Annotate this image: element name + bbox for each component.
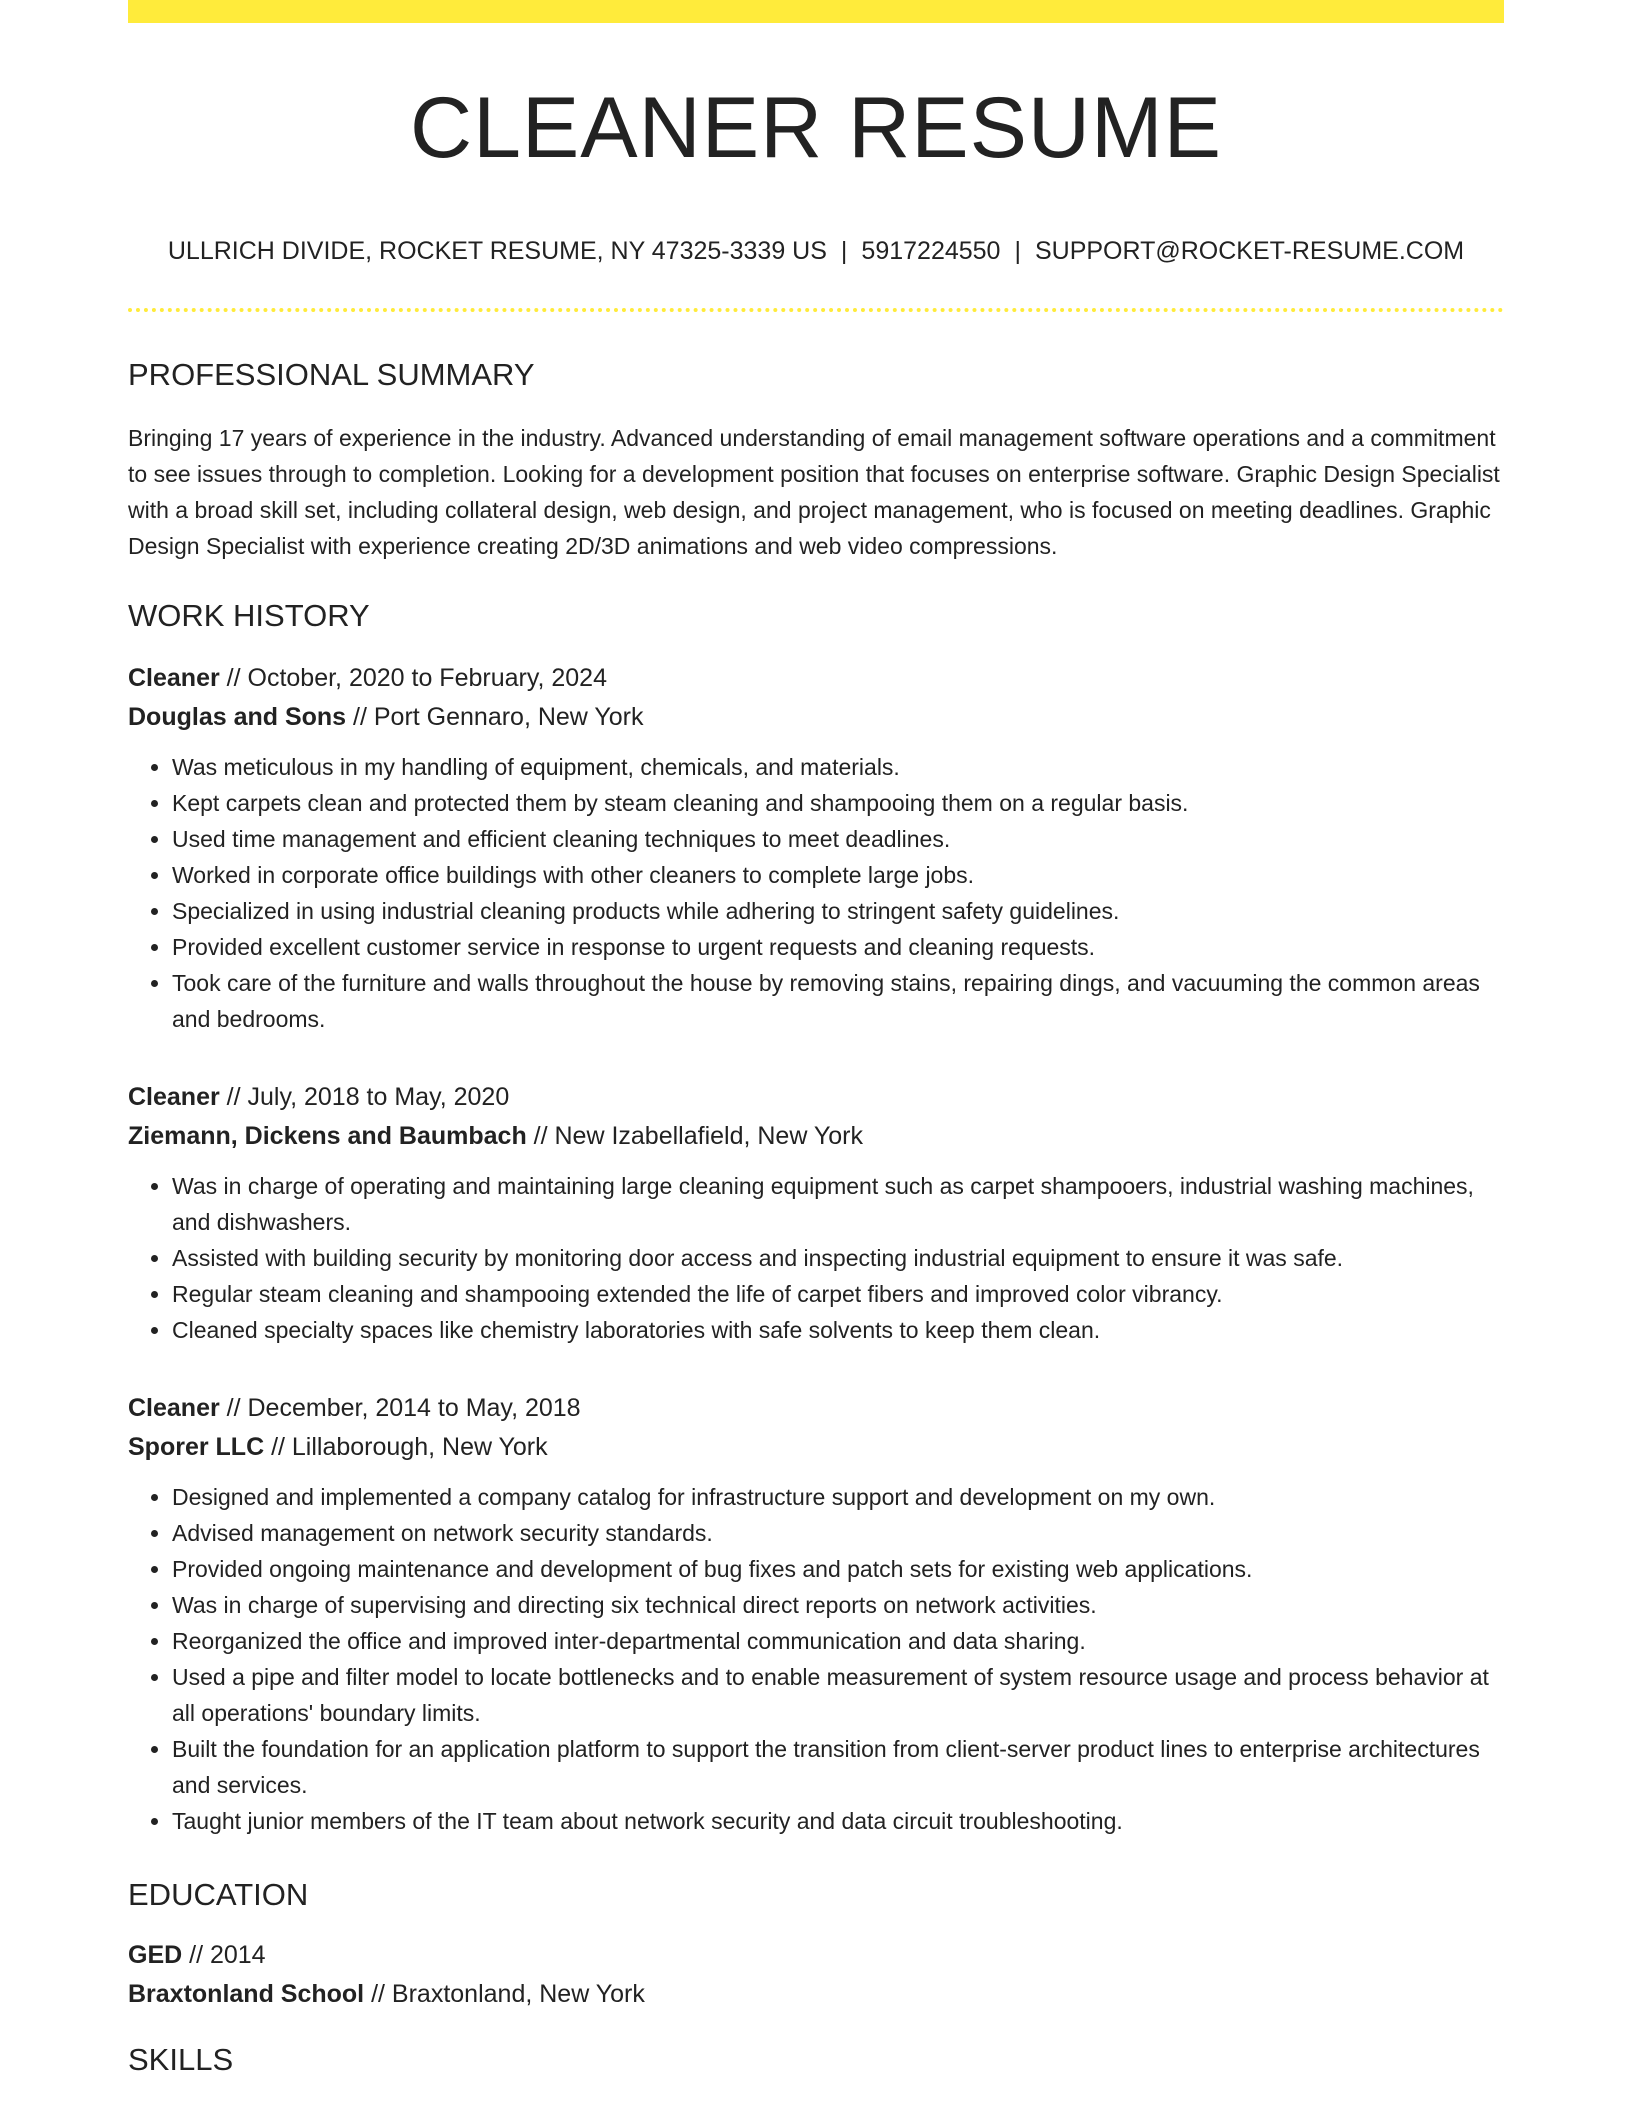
education-school: Braxtonland School: [128, 1980, 365, 2008]
education-degree: GED: [128, 1941, 183, 1969]
resume-page: [128, 0, 1504, 2075]
job-bullet: • Was meticulous in my handling of equipment, chemicals, and materials.: [172, 749, 1504, 785]
job-role-line: [128, 659, 1504, 698]
education-degree-line: [128, 1936, 1504, 1975]
job-bullets: [128, 1479, 1504, 1839]
job-dates: // October, 2020 to February, 2024: [219, 664, 607, 692]
job-role-line: [128, 1078, 1504, 1117]
job-company: Ziemann, Dickens and Baumbach: [128, 1122, 527, 1150]
contact-phone: 5917224550: [861, 237, 1001, 265]
work-history-heading: WORK HISTORY: [128, 598, 370, 633]
job-bullet: • Regular steam cleaning and shampooing extended the life of carpet fibers and improved color vibrancy.: [172, 1276, 1504, 1312]
education-year: // 2014: [182, 1941, 266, 1969]
education-location: // Braxtonland, New York: [364, 1980, 645, 2008]
dotted-divider: [128, 308, 1504, 312]
contact-separator: |: [840, 237, 848, 265]
contact-address: ULLRICH DIVIDE, ROCKET RESUME, NY 47325-3339 US: [167, 237, 827, 265]
job-dates: // December, 2014 to May, 2018: [219, 1394, 581, 1422]
job-bullet: • Taught junior members of the IT team about network security and data circuit troubleshooting.: [172, 1803, 1504, 1839]
skills-heading: SKILLS: [128, 2042, 234, 2077]
education-entry: [128, 1936, 1504, 2014]
job-company-line: [128, 698, 1504, 737]
job-company: Sporer LLC: [128, 1433, 265, 1461]
job-role: Cleaner: [128, 1394, 220, 1422]
job-bullet: • Took care of the furniture and walls throughout the house by removing stains, repairing dings, and vacuuming the common areas and bedrooms.: [172, 965, 1504, 1037]
job-entry: [128, 1389, 1504, 1839]
job-role: Cleaner: [128, 664, 220, 692]
job-company: Douglas and Sons: [128, 703, 347, 731]
job-bullet: • Was in charge of supervising and directing six technical direct reports on network activities.: [172, 1587, 1504, 1623]
summary-text: Bringing 17 years of experience in the industry. Advanced understanding of email management software operations and a commitment to see issues through to completion. Looking for a development position that focuses on enterprise software. Graphic Design Specialist with a broad skill set, including collateral design, web design, and project management, who is focused on meeting deadlines. Graphic Design Specialist with experience creating 2D/3D animations and web video compressions.: [128, 425, 1500, 559]
job-bullet: • Specialized in using industrial cleaning products while adhering to stringent safety guidelines.: [172, 893, 1504, 929]
job-entry: [128, 659, 1504, 1037]
job-bullet: • Built the foundation for an application platform to support the transition from client-server product lines to enterprise architectures and services.: [172, 1731, 1504, 1803]
job-company-line: [128, 1428, 1504, 1467]
job-bullet: • Assisted with building security by monitoring door access and inspecting industrial equipment to ensure it was safe.: [172, 1240, 1504, 1276]
contact-separator: |: [1014, 237, 1021, 265]
job-location: // New Izabellafield, New York: [526, 1122, 863, 1150]
summary-heading: PROFESSIONAL SUMMARY: [128, 357, 535, 392]
job-bullet: • Used a pipe and filter model to locate bottlenecks and to enable measurement of system resource usage and process behavior at all operations' boundary limits.: [172, 1659, 1504, 1731]
education-heading: EDUCATION: [128, 1877, 309, 1912]
job-bullets: [128, 749, 1504, 1037]
job-bullet: • Advised management on network security standards.: [172, 1515, 1504, 1551]
job-bullet: • Reorganized the office and improved inter-departmental communication and data sharing.: [172, 1623, 1504, 1659]
resume-title: CLEANER RESUME: [409, 80, 1223, 176]
job-bullet: • Was in charge of operating and maintaining large cleaning equipment such as carpet shampooers, industrial washing machines, and dishwashers.: [172, 1168, 1504, 1240]
job-bullet: • Worked in corporate office buildings with other cleaners to complete large jobs.: [172, 857, 1504, 893]
job-bullet: • Cleaned specialty spaces like chemistry laboratories with safe solvents to keep them clean.: [172, 1312, 1504, 1348]
job-bullet: • Provided excellent customer service in response to urgent requests and cleaning requests.: [172, 929, 1504, 965]
job-dates: // July, 2018 to May, 2020: [219, 1083, 510, 1111]
job-company-line: [128, 1117, 1504, 1156]
job-entry: [128, 1078, 1504, 1348]
job-location: // Lillaborough, New York: [264, 1433, 548, 1461]
job-bullet: • Designed and implemented a company catalog for infrastructure support and development on my own.: [172, 1479, 1504, 1515]
job-bullet: • Provided ongoing maintenance and development of bug fixes and patch sets for existing web applications.: [172, 1551, 1504, 1587]
job-bullets: [128, 1168, 1504, 1348]
job-bullet: • Kept carpets clean and protected them by steam cleaning and shampooing them on a regular basis.: [172, 785, 1504, 821]
accent-top-bar: [128, 0, 1504, 23]
job-role: Cleaner: [128, 1083, 220, 1111]
job-role-line: [128, 1389, 1504, 1428]
education-school-line: [128, 1975, 1504, 2014]
contact-email: SUPPORT@ROCKET-RESUME.COM: [1034, 237, 1465, 265]
contact-line: [128, 239, 1504, 264]
job-bullet: • Used time management and efficient cleaning techniques to meet deadlines.: [172, 821, 1504, 857]
job-location: // Port Gennaro, New York: [346, 703, 644, 731]
